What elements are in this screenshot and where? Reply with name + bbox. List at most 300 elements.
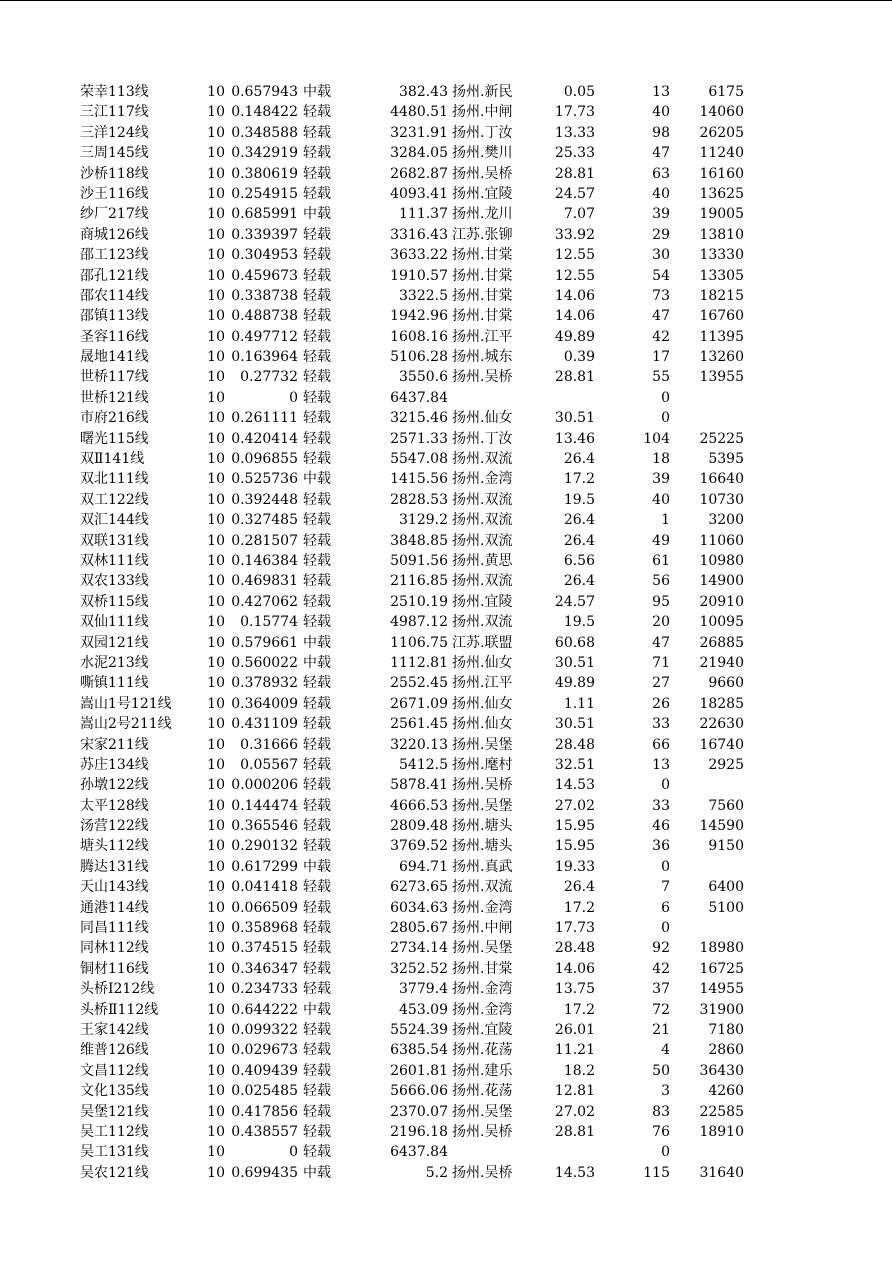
cell-substation: 扬州.双流 bbox=[452, 573, 513, 590]
cell-load-rate: 0.699435 bbox=[231, 1164, 298, 1181]
cell-substation: 扬州.双流 bbox=[452, 879, 513, 896]
cell-distance: 18.2 bbox=[563, 1062, 595, 1079]
cell-voltage: 10 bbox=[207, 389, 225, 406]
cell-load-rate: 0.438557 bbox=[231, 1123, 298, 1140]
cell-count: 1 bbox=[661, 512, 670, 529]
cell-line-name: 铜材116线 bbox=[80, 960, 149, 977]
cell-line-name: 水泥213线 bbox=[80, 654, 149, 671]
cell-distance: 13.46 bbox=[554, 430, 595, 447]
cell-line-name: 王家142线 bbox=[80, 1021, 149, 1038]
cell-voltage: 10 bbox=[207, 695, 225, 712]
cell-capacity: 5666.06 bbox=[390, 1083, 448, 1100]
cell-distance: 13.75 bbox=[554, 981, 595, 998]
cell-amount: 7180 bbox=[708, 1021, 744, 1038]
cell-line-name: 荣幸113线 bbox=[80, 84, 149, 100]
cell-voltage: 10 bbox=[207, 654, 225, 671]
cell-distance: 12.81 bbox=[554, 1083, 595, 1100]
cell-load-rate: 0.346347 bbox=[231, 960, 298, 977]
cell-line-name: 头桥Ⅱ112线 bbox=[80, 1001, 159, 1018]
cell-distance: 49.89 bbox=[554, 675, 595, 692]
cell-distance: 12.55 bbox=[554, 247, 595, 264]
cell-capacity: 1112.81 bbox=[390, 654, 448, 671]
cell-voltage: 10 bbox=[207, 430, 225, 447]
cell-load-level: 轻载 bbox=[303, 756, 331, 773]
table-row bbox=[0, 612, 892, 632]
cell-load-rate: 0.338738 bbox=[231, 287, 298, 304]
cell-capacity: 4666.53 bbox=[390, 797, 448, 814]
cell-count: 47 bbox=[652, 634, 670, 651]
cell-load-rate: 0.144474 bbox=[231, 797, 298, 814]
cell-distance: 30.51 bbox=[554, 654, 595, 671]
cell-line-name: 双北111线 bbox=[80, 471, 149, 488]
cell-load-rate: 0.342919 bbox=[231, 145, 298, 162]
cell-capacity: 5091.56 bbox=[390, 552, 448, 569]
cell-load-level: 轻载 bbox=[303, 308, 331, 325]
cell-distance: 0.39 bbox=[563, 349, 595, 366]
cell-capacity: 2510.19 bbox=[390, 593, 448, 610]
cell-distance: 24.57 bbox=[554, 593, 595, 610]
cell-voltage: 10 bbox=[207, 1164, 225, 1181]
cell-count: 46 bbox=[652, 818, 670, 835]
cell-count: 29 bbox=[652, 226, 670, 243]
cell-distance: 17.73 bbox=[554, 920, 595, 937]
cell-load-rate: 0.392448 bbox=[231, 491, 298, 508]
cell-substation: 扬州.双流 bbox=[452, 491, 513, 508]
cell-load-rate: 0.000206 bbox=[231, 777, 298, 794]
cell-capacity: 4093.41 bbox=[390, 185, 448, 202]
cell-substation: 扬州.仙女 bbox=[452, 654, 513, 671]
cell-capacity: 6034.63 bbox=[390, 899, 448, 916]
cell-line-name: 邵工123线 bbox=[80, 247, 149, 264]
cell-amount: 6175 bbox=[708, 84, 744, 100]
cell-amount: 16760 bbox=[699, 308, 744, 325]
cell-distance bbox=[530, 1142, 595, 1162]
cell-capacity: 2196.18 bbox=[390, 1123, 448, 1140]
cell-voltage: 10 bbox=[207, 716, 225, 733]
cell-distance: 1.11 bbox=[563, 695, 595, 712]
cell-distance: 24.57 bbox=[554, 185, 595, 202]
cell-voltage: 10 bbox=[207, 1123, 225, 1140]
cell-substation bbox=[452, 1142, 524, 1162]
cell-capacity: 3129.2 bbox=[399, 512, 448, 529]
cell-count: 17 bbox=[652, 349, 670, 366]
cell-load-rate: 0.096855 bbox=[231, 451, 298, 468]
cell-line-name: 双园121线 bbox=[80, 634, 149, 651]
table-row bbox=[0, 449, 892, 469]
cell-distance: 7.07 bbox=[563, 206, 595, 223]
cell-load-rate: 0.365546 bbox=[231, 818, 298, 835]
cell-load-rate: 0.364009 bbox=[231, 695, 298, 712]
cell-substation: 扬州.甘棠 bbox=[452, 960, 513, 977]
cell-amount: 2860 bbox=[708, 1042, 744, 1059]
cell-count: 40 bbox=[652, 185, 670, 202]
cell-load-rate: 0.431109 bbox=[231, 716, 298, 733]
cell-load-rate: 0 bbox=[289, 389, 298, 406]
cell-load-level: 轻载 bbox=[303, 226, 331, 243]
cell-capacity: 5.2 bbox=[425, 1164, 448, 1181]
cell-voltage: 10 bbox=[207, 165, 225, 182]
cell-voltage: 10 bbox=[207, 369, 225, 386]
cell-voltage: 10 bbox=[207, 593, 225, 610]
cell-voltage: 10 bbox=[207, 960, 225, 977]
cell-load-level: 中载 bbox=[303, 654, 331, 671]
cell-load-rate: 0.254915 bbox=[231, 185, 298, 202]
cell-distance: 28.81 bbox=[554, 369, 595, 386]
table-row bbox=[0, 367, 892, 387]
cell-load-rate: 0.163964 bbox=[231, 349, 298, 366]
cell-count: 26 bbox=[652, 695, 670, 712]
cell-load-level: 轻载 bbox=[303, 1042, 331, 1059]
cell-line-name: 三洋124线 bbox=[80, 124, 149, 141]
cell-load-rate: 0.427062 bbox=[231, 593, 298, 610]
cell-load-level: 轻载 bbox=[303, 185, 331, 202]
table-row bbox=[0, 531, 892, 551]
cell-voltage: 10 bbox=[207, 736, 225, 753]
cell-load-level: 轻载 bbox=[303, 491, 331, 508]
cell-load-level: 轻载 bbox=[303, 1103, 331, 1120]
cell-voltage: 10 bbox=[207, 777, 225, 794]
cell-distance: 15.95 bbox=[554, 818, 595, 835]
cell-substation: 扬州.甘棠 bbox=[452, 308, 513, 325]
cell-distance: 28.48 bbox=[554, 736, 595, 753]
cell-line-name: 双汇144线 bbox=[80, 512, 149, 529]
cell-load-level: 轻载 bbox=[303, 675, 331, 692]
cell-count: 49 bbox=[652, 532, 670, 549]
cell-capacity: 2682.87 bbox=[390, 165, 448, 182]
cell-count: 0 bbox=[661, 920, 670, 937]
table-row bbox=[0, 1102, 892, 1122]
cell-load-rate: 0.378932 bbox=[231, 675, 298, 692]
cell-amount bbox=[680, 1142, 744, 1162]
cell-load-level: 轻载 bbox=[303, 267, 331, 284]
cell-load-rate: 0.358968 bbox=[231, 920, 298, 937]
cell-capacity: 3779.4 bbox=[399, 981, 448, 998]
table-row bbox=[0, 1122, 892, 1142]
cell-load-level: 轻载 bbox=[303, 410, 331, 427]
cell-line-name: 太平128线 bbox=[80, 797, 149, 814]
cell-substation: 扬州.龙川 bbox=[452, 206, 513, 223]
cell-voltage: 10 bbox=[207, 1062, 225, 1079]
cell-amount bbox=[680, 775, 744, 795]
cell-capacity: 1942.96 bbox=[390, 308, 448, 325]
cell-load-level: 轻载 bbox=[303, 695, 331, 712]
table-row bbox=[0, 775, 892, 795]
cell-count: 50 bbox=[652, 1062, 670, 1079]
cell-capacity: 6437.84 bbox=[390, 1144, 448, 1161]
cell-capacity: 382.43 bbox=[399, 84, 448, 100]
cell-count: 42 bbox=[652, 960, 670, 977]
cell-amount: 3200 bbox=[708, 512, 744, 529]
cell-capacity: 5878.41 bbox=[390, 777, 448, 794]
cell-substation: 扬州.塘头 bbox=[452, 818, 513, 835]
cell-substation: 扬州.建乐 bbox=[452, 1062, 513, 1079]
cell-count: 54 bbox=[652, 267, 670, 284]
cell-substation: 扬州.双流 bbox=[452, 451, 513, 468]
cell-load-rate: 0.644222 bbox=[231, 1001, 298, 1018]
cell-voltage: 10 bbox=[207, 1021, 225, 1038]
cell-capacity: 3316.43 bbox=[390, 226, 448, 243]
cell-load-rate: 0.497712 bbox=[231, 328, 298, 345]
cell-capacity: 3322.5 bbox=[399, 287, 448, 304]
cell-load-rate: 0.041418 bbox=[231, 879, 298, 896]
cell-substation: 扬州.真武 bbox=[452, 858, 513, 875]
table-row bbox=[0, 266, 892, 286]
cell-voltage: 10 bbox=[207, 797, 225, 814]
cell-amount: 16725 bbox=[699, 960, 744, 977]
cell-distance: 19.5 bbox=[563, 614, 595, 631]
table-row bbox=[0, 469, 892, 489]
cell-capacity: 2734.14 bbox=[390, 940, 448, 957]
table-row bbox=[0, 877, 892, 897]
cell-count: 0 bbox=[661, 858, 670, 875]
cell-voltage: 10 bbox=[207, 1042, 225, 1059]
cell-load-level: 轻载 bbox=[303, 328, 331, 345]
cell-line-name: 头桥Ⅰ212线 bbox=[80, 981, 155, 998]
cell-voltage: 10 bbox=[207, 104, 225, 121]
cell-distance: 27.02 bbox=[554, 1103, 595, 1120]
cell-count: 0 bbox=[661, 410, 670, 427]
cell-line-name: 世桥121线 bbox=[80, 389, 149, 406]
cell-substation: 扬州.双流 bbox=[452, 512, 513, 529]
cell-count: 72 bbox=[652, 1001, 670, 1018]
cell-load-level: 轻载 bbox=[303, 124, 331, 141]
data-table bbox=[0, 82, 892, 1183]
cell-load-rate: 0.148422 bbox=[231, 104, 298, 121]
cell-capacity: 5106.28 bbox=[390, 349, 448, 366]
cell-load-rate: 0.27732 bbox=[240, 369, 298, 386]
cell-capacity: 5412.5 bbox=[399, 756, 448, 773]
cell-load-level: 轻载 bbox=[303, 369, 331, 386]
cell-capacity: 1106.75 bbox=[390, 634, 448, 651]
cell-capacity: 3633.22 bbox=[390, 247, 448, 264]
cell-voltage: 10 bbox=[207, 410, 225, 427]
cell-capacity: 111.37 bbox=[399, 206, 448, 223]
cell-amount: 20910 bbox=[699, 593, 744, 610]
cell-substation: 扬州.吴堡 bbox=[452, 1103, 513, 1120]
cell-distance: 14.53 bbox=[554, 777, 595, 794]
cell-line-name: 双桥115线 bbox=[80, 593, 149, 610]
cell-capacity: 2809.48 bbox=[390, 818, 448, 835]
cell-line-name: 双林111线 bbox=[80, 552, 149, 569]
cell-amount: 10980 bbox=[699, 552, 744, 569]
cell-capacity: 5524.39 bbox=[390, 1021, 448, 1038]
cell-load-level: 轻载 bbox=[303, 981, 331, 998]
cell-distance: 26.4 bbox=[563, 451, 595, 468]
table-row bbox=[0, 1061, 892, 1081]
cell-voltage: 10 bbox=[207, 349, 225, 366]
table-row bbox=[0, 714, 892, 734]
cell-substation: 扬州.吴桥 bbox=[452, 777, 513, 794]
cell-capacity: 2561.45 bbox=[390, 716, 448, 733]
cell-load-rate: 0.31666 bbox=[240, 736, 298, 753]
cell-count: 61 bbox=[652, 552, 670, 569]
table-row bbox=[0, 551, 892, 571]
cell-capacity: 1608.16 bbox=[390, 328, 448, 345]
cell-capacity: 2671.09 bbox=[390, 695, 448, 712]
cell-count: 56 bbox=[652, 573, 670, 590]
cell-load-level: 中载 bbox=[303, 206, 331, 223]
cell-amount: 10730 bbox=[699, 491, 744, 508]
table-row bbox=[0, 225, 892, 245]
cell-line-name: 双仙111线 bbox=[80, 614, 149, 631]
cell-amount: 26885 bbox=[699, 634, 744, 651]
cell-load-rate: 0.469831 bbox=[231, 573, 298, 590]
cell-load-level: 轻载 bbox=[303, 838, 331, 855]
cell-capacity: 3284.05 bbox=[390, 145, 448, 162]
cell-load-level: 轻载 bbox=[303, 349, 331, 366]
cell-load-level: 轻载 bbox=[303, 389, 331, 406]
table-row bbox=[0, 245, 892, 265]
cell-amount: 21940 bbox=[699, 654, 744, 671]
cell-load-level: 轻载 bbox=[303, 920, 331, 937]
cell-distance: 28.48 bbox=[554, 940, 595, 957]
cell-load-rate: 0.281507 bbox=[231, 532, 298, 549]
cell-voltage: 10 bbox=[207, 899, 225, 916]
cell-distance: 33.92 bbox=[554, 226, 595, 243]
cell-substation: 扬州.宜陵 bbox=[452, 1021, 513, 1038]
cell-voltage: 10 bbox=[207, 247, 225, 264]
cell-amount: 11240 bbox=[699, 145, 744, 162]
cell-voltage: 10 bbox=[207, 675, 225, 692]
cell-count: 40 bbox=[652, 491, 670, 508]
cell-line-name: 沙王116线 bbox=[80, 185, 149, 202]
cell-capacity: 2601.81 bbox=[390, 1062, 448, 1079]
cell-count: 40 bbox=[652, 104, 670, 121]
cell-substation: 扬州.中闸 bbox=[452, 920, 513, 937]
table-row bbox=[0, 429, 892, 449]
cell-load-rate: 0.657943 bbox=[231, 84, 298, 100]
cell-amount: 9150 bbox=[708, 838, 744, 855]
cell-load-rate: 0.488738 bbox=[231, 308, 298, 325]
table-row bbox=[0, 143, 892, 163]
cell-count: 73 bbox=[652, 287, 670, 304]
cell-distance: 19.5 bbox=[563, 491, 595, 508]
cell-voltage: 10 bbox=[207, 920, 225, 937]
cell-capacity: 1910.57 bbox=[390, 267, 448, 284]
cell-line-name: 市府216线 bbox=[80, 410, 149, 427]
cell-capacity: 694.71 bbox=[399, 858, 448, 875]
cell-capacity: 1415.56 bbox=[390, 471, 448, 488]
cell-count: 39 bbox=[652, 471, 670, 488]
cell-load-level: 中载 bbox=[303, 1001, 331, 1018]
cell-voltage: 10 bbox=[207, 328, 225, 345]
cell-load-level: 轻载 bbox=[303, 247, 331, 264]
cell-count: 20 bbox=[652, 614, 670, 631]
cell-amount: 26205 bbox=[699, 124, 744, 141]
cell-capacity: 3848.85 bbox=[390, 532, 448, 549]
cell-load-level: 轻载 bbox=[303, 573, 331, 590]
cell-load-level: 轻载 bbox=[303, 145, 331, 162]
table-row bbox=[0, 898, 892, 918]
cell-amount: 16640 bbox=[699, 471, 744, 488]
cell-amount bbox=[680, 918, 744, 938]
cell-line-name: 沙桥118线 bbox=[80, 165, 149, 182]
table-row bbox=[0, 1020, 892, 1040]
cell-load-rate: 0.380619 bbox=[231, 165, 298, 182]
cell-distance: 60.68 bbox=[554, 634, 595, 651]
cell-voltage: 10 bbox=[207, 1144, 225, 1161]
cell-substation: 扬州.金湾 bbox=[452, 899, 513, 916]
cell-voltage: 10 bbox=[207, 756, 225, 773]
cell-voltage: 10 bbox=[207, 818, 225, 835]
cell-line-name: 文化135线 bbox=[80, 1083, 149, 1100]
cell-distance: 17.2 bbox=[563, 899, 595, 916]
cell-voltage: 10 bbox=[207, 451, 225, 468]
cell-load-rate: 0.15774 bbox=[240, 614, 298, 631]
cell-amount: 5100 bbox=[708, 899, 744, 916]
cell-line-name: 世桥117线 bbox=[80, 369, 149, 386]
cell-amount: 25225 bbox=[699, 430, 744, 447]
cell-count: 83 bbox=[652, 1103, 670, 1120]
cell-line-name: 吴堡121线 bbox=[80, 1103, 149, 1120]
cell-load-rate: 0.339397 bbox=[231, 226, 298, 243]
cell-amount: 13330 bbox=[699, 247, 744, 264]
cell-distance: 17.2 bbox=[563, 471, 595, 488]
cell-count: 0 bbox=[661, 777, 670, 794]
cell-line-name: 双工122线 bbox=[80, 491, 149, 508]
cell-substation: 扬州.黄思 bbox=[452, 552, 513, 569]
cell-substation: 扬州.金湾 bbox=[452, 471, 513, 488]
cell-count: 47 bbox=[652, 308, 670, 325]
table-row bbox=[0, 816, 892, 836]
cell-load-level: 轻载 bbox=[303, 104, 331, 121]
cell-voltage: 10 bbox=[207, 981, 225, 998]
cell-load-level: 中载 bbox=[303, 1164, 331, 1181]
cell-line-name: 吴农121线 bbox=[80, 1164, 149, 1181]
cell-substation bbox=[452, 388, 524, 408]
cell-distance: 6.56 bbox=[563, 552, 595, 569]
cell-capacity: 2370.07 bbox=[390, 1103, 448, 1120]
cell-load-rate: 0.066509 bbox=[231, 899, 298, 916]
cell-line-name: 腾达131线 bbox=[80, 858, 149, 875]
cell-load-level: 中载 bbox=[303, 84, 331, 100]
cell-substation: 扬州.金湾 bbox=[452, 1001, 513, 1018]
cell-distance: 19.33 bbox=[554, 858, 595, 875]
cell-count: 55 bbox=[652, 369, 670, 386]
table-row bbox=[0, 918, 892, 938]
cell-distance: 14.53 bbox=[554, 1164, 595, 1181]
cell-line-name: 文昌112线 bbox=[80, 1062, 149, 1079]
cell-amount: 10095 bbox=[699, 614, 744, 631]
cell-substation: 扬州.仙女 bbox=[452, 695, 513, 712]
table-row bbox=[0, 571, 892, 591]
cell-capacity: 2828.53 bbox=[390, 491, 448, 508]
cell-substation: 扬州.吴堡 bbox=[452, 940, 513, 957]
cell-load-rate: 0.374515 bbox=[231, 940, 298, 957]
cell-amount: 6400 bbox=[708, 879, 744, 896]
cell-distance: 14.06 bbox=[554, 308, 595, 325]
cell-load-level: 轻载 bbox=[303, 1123, 331, 1140]
cell-amount: 18980 bbox=[699, 940, 744, 957]
cell-count: 95 bbox=[652, 593, 670, 610]
cell-load-level: 轻载 bbox=[303, 777, 331, 794]
cell-line-name: 嘶镇111线 bbox=[80, 675, 149, 692]
table-row bbox=[0, 204, 892, 224]
table-row bbox=[0, 164, 892, 184]
cell-substation: 扬州.甘棠 bbox=[452, 267, 513, 284]
cell-substation: 扬州.新民 bbox=[452, 84, 513, 100]
cell-load-level: 轻载 bbox=[303, 818, 331, 835]
cell-load-rate: 0.025485 bbox=[231, 1083, 298, 1100]
cell-count: 0 bbox=[661, 1144, 670, 1161]
cell-amount: 36430 bbox=[699, 1062, 744, 1079]
cell-capacity: 2571.33 bbox=[390, 430, 448, 447]
cell-substation: 扬州.丁汝 bbox=[452, 124, 513, 141]
cell-distance: 14.06 bbox=[554, 960, 595, 977]
cell-amount: 9660 bbox=[708, 675, 744, 692]
cell-amount: 22630 bbox=[699, 716, 744, 733]
table-row bbox=[0, 510, 892, 530]
